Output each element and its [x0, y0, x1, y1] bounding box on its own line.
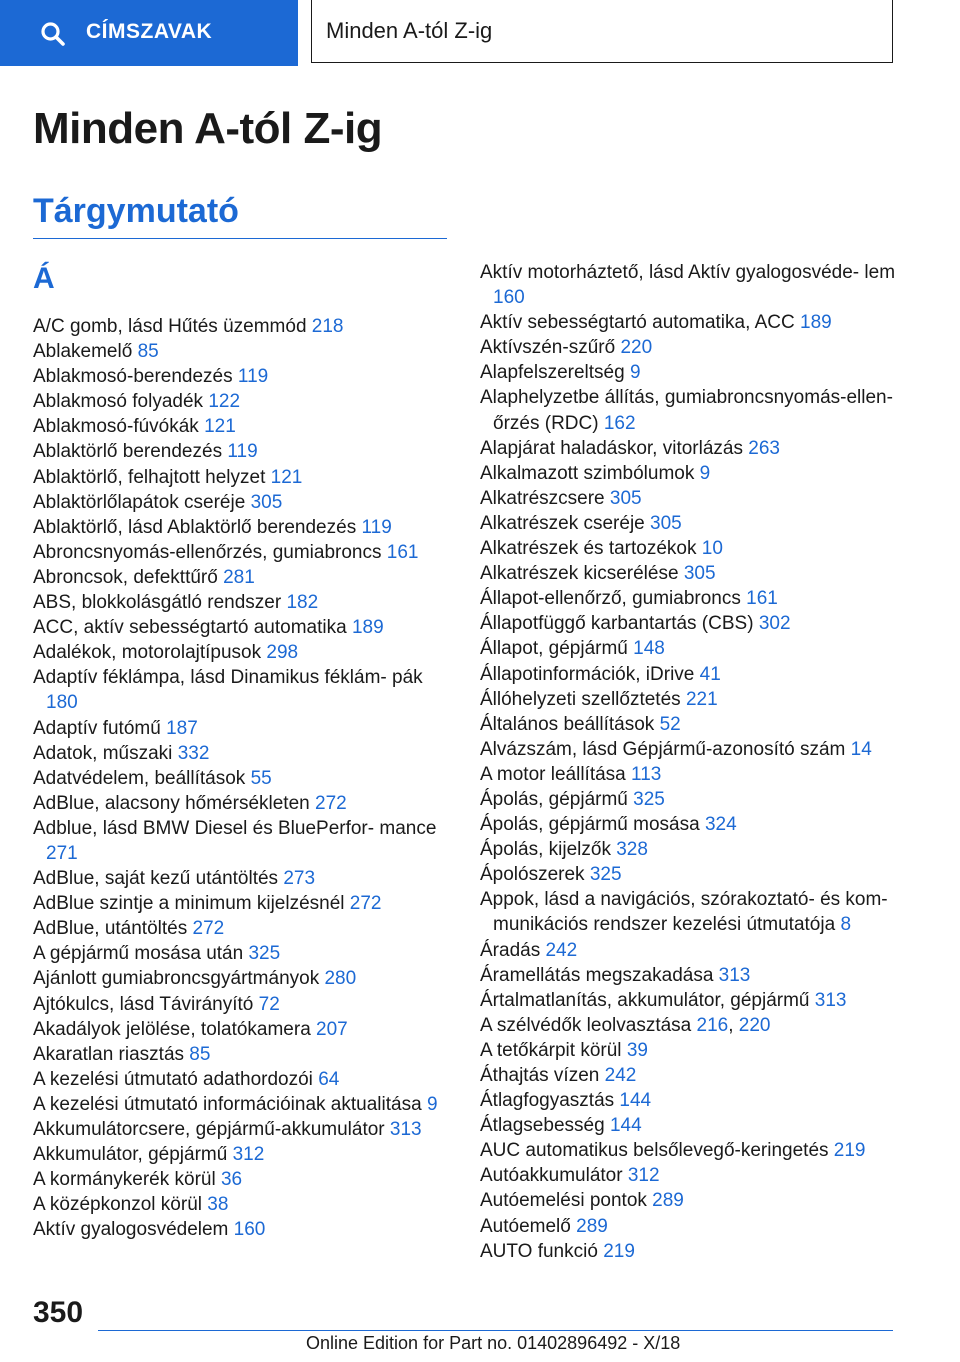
index-entry: [480, 260, 920, 310]
index-entry: [33, 1067, 453, 1092]
page-link[interactable]: 219: [603, 1240, 635, 1262]
index-entry: [480, 1113, 920, 1138]
index-entry-text: AdBlue, saját kezű utántöltés: [33, 868, 279, 890]
index-entry: [33, 1117, 453, 1142]
index-entry: [33, 1192, 453, 1217]
index-entry: [33, 490, 453, 515]
index-entry: [480, 1063, 920, 1088]
page-link[interactable]: 313: [718, 964, 751, 986]
index-entry-text: Adblue, lásd BMW Diesel és BluePerfor‐ mance: [33, 817, 437, 839]
index-entry-text: Adaptív féklámpa, lásd Dinamikus féklám‐ pák: [33, 667, 423, 689]
index-entry-text: Ablakmosó folyadék: [33, 391, 204, 413]
page-link[interactable]: 328: [616, 839, 648, 861]
page-link[interactable]: 38: [207, 1194, 229, 1216]
page-link[interactable]: 313: [814, 989, 847, 1011]
index-entry: [480, 812, 920, 837]
index-entry-text: Ajánlott gumiabroncsgyártmányok: [33, 968, 320, 990]
index-entry: [480, 436, 920, 461]
page-link[interactable]: 220: [620, 337, 653, 359]
index-entry-text: ABS, blokkolásgátló rendszer: [33, 592, 282, 614]
page-link[interactable]: 242: [604, 1065, 637, 1086]
index-entry: [480, 360, 920, 385]
index-entry: [480, 611, 920, 636]
page-link[interactable]: 160: [233, 1219, 266, 1241]
index-entry: [33, 615, 453, 640]
page-link[interactable]: 271: [46, 842, 78, 864]
index-entry: [33, 439, 453, 464]
page-link[interactable]: 85: [137, 341, 159, 363]
index-entry-text: Átlagfogyasztás: [480, 1090, 615, 1112]
page-link[interactable]: 119: [361, 516, 392, 538]
index-entry-text: Ápolás, gépjármű: [480, 788, 628, 810]
index-entry: [480, 988, 920, 1013]
index-entry-text: Aktív motorháztető, lásd Aktív gyalogosvéde‐ lem: [480, 262, 896, 283]
index-entry: [33, 791, 453, 816]
index-entry-text: Akkumulátorcsere, gépjármű-akkumulátor: [33, 1119, 385, 1140]
index-entry: [480, 1138, 920, 1163]
page-link[interactable]: 216: [696, 1014, 729, 1036]
index-entry-text: Alkatrészcsere: [480, 487, 605, 509]
index-entry: [33, 1017, 453, 1042]
index-entry-text: Ablakemelő: [33, 341, 133, 363]
page-link[interactable]: 242: [545, 939, 578, 961]
page-link[interactable]: 182: [286, 592, 319, 614]
index-entry: [480, 586, 920, 611]
page-link[interactable]: 305: [250, 491, 283, 513]
keywords-button-label: CÍMSZAVAK: [86, 20, 213, 43]
footer-edition: Online Edition for Part no. 01402896492 - X/18: [306, 1333, 681, 1353]
index-entry-text: Akkumulátor, gépjármű: [33, 1144, 228, 1166]
index-entry-text: A kezelési útmutató információinak aktualitása: [33, 1093, 422, 1115]
index-entry: [33, 314, 453, 339]
index-entry-text: Adaptív futómű: [33, 717, 161, 739]
page-link[interactable]: 64: [318, 1068, 340, 1090]
index-entry: [480, 963, 920, 988]
index-entry-text: Állapot-ellenőrző, gumiabroncs: [480, 588, 741, 610]
index-entry-text: Állapotfüggő karbantartás (CBS): [480, 613, 754, 635]
index-entry-text: Alkalmazott szimbólumok: [480, 462, 695, 484]
page-link[interactable]: 41: [699, 663, 721, 685]
index-entry: [480, 310, 920, 335]
page-link[interactable]: 280: [324, 968, 357, 990]
index-entry: [33, 465, 453, 490]
index-entry: [480, 837, 920, 862]
page-link[interactable]: 272: [349, 893, 382, 915]
index-entry-text: Alvázszám, lásd Gépjármű-azonosító szám: [480, 738, 846, 760]
page-link[interactable]: 85: [189, 1043, 211, 1065]
index-entry-text: Adatok, műszaki: [33, 742, 173, 764]
index-letter-heading: Á: [33, 262, 55, 295]
page-link[interactable]: 325: [589, 864, 622, 886]
page-link[interactable]: 36: [220, 1169, 243, 1191]
page-link[interactable]: 162: [603, 412, 636, 434]
index-entry-text: Ápolás, gépjármű mosása: [480, 814, 700, 836]
index-entry-text: Appok, lásd a navigációs, szórakoztató- és kom‐ munikációs rendszer kezelési útmutatója: [480, 889, 888, 936]
page-link[interactable]: 221: [685, 688, 718, 710]
index-entry: [33, 716, 453, 741]
index-entry-text: Alapfelszereltség: [480, 362, 625, 384]
index-entry-text: Alapjárat haladáskor, vitorlázás: [480, 437, 743, 459]
index-entry: [33, 389, 453, 414]
index-entry-text: Akadályok jelölése, tolatókamera: [33, 1018, 311, 1040]
index-entry: [480, 486, 920, 511]
page-link[interactable]: 72: [258, 993, 280, 1015]
index-entry: [33, 339, 453, 364]
index-entry: [480, 712, 920, 737]
index-entry-text: AUTO funkció: [480, 1240, 598, 1262]
page-link[interactable]: 219: [833, 1140, 866, 1162]
page-link[interactable]: 312: [232, 1144, 265, 1166]
index-entry: [480, 536, 920, 561]
section-title: Tárgymutató: [33, 192, 239, 230]
index-entry-text: Adalékok, motorolajtípusok: [33, 642, 262, 664]
index-entry-text: Akaratlan riasztás: [33, 1043, 185, 1065]
index-entry-text: A motor leállítása: [480, 763, 626, 785]
index-entry: [480, 862, 920, 887]
index-entry: [480, 887, 920, 937]
page-link[interactable]: 305: [609, 487, 642, 509]
index-entry-text: A középkonzol körül: [33, 1194, 202, 1216]
index-entry-text: Aktív sebességtartó automatika, ACC: [480, 312, 795, 334]
page-link[interactable]: 180: [46, 692, 78, 714]
index-entry-text: Autóemelő: [480, 1215, 571, 1237]
index-entry: [33, 1167, 453, 1192]
index-entry: [480, 1214, 920, 1239]
index-entry: [33, 640, 453, 665]
page-link[interactable]: 10: [701, 538, 723, 560]
index-entry-text: Alkatrészek és tartozékok: [480, 538, 697, 560]
section-divider: [33, 238, 447, 239]
keywords-button[interactable]: [0, 0, 298, 66]
index-entry-text: Áradás: [480, 939, 541, 961]
index-entry-text: Ablaktörlő berendezés: [33, 441, 223, 463]
index-column-right: [480, 260, 920, 1264]
index-entry-text: A gépjármű mosása után: [33, 943, 244, 965]
page-link[interactable]: 144: [619, 1090, 652, 1112]
page-link[interactable]: 9: [699, 462, 711, 484]
page-link[interactable]: 272: [192, 918, 225, 940]
index-entry-text: Ablakmosó-fúvókák: [33, 416, 199, 438]
index-entry-text: Áramellátás megszakadása: [480, 964, 714, 986]
index-entry: [33, 1092, 453, 1117]
page-link[interactable]: 113: [631, 763, 662, 785]
top-navigation-bar: [0, 0, 960, 66]
index-entry: [480, 687, 920, 712]
page-link[interactable]: 272: [315, 792, 347, 814]
page-link[interactable]: 305: [650, 512, 682, 534]
index-entry-text: Alaphelyzetbe állítás, gumiabroncsnyomás-ellen‐ őrzés (RDC): [480, 387, 893, 434]
page-link[interactable]: 119: [227, 441, 258, 463]
page-link[interactable]: 312: [627, 1165, 660, 1187]
index-entry-text: ACC, aktív sebességtartó automatika: [33, 617, 347, 639]
index-entry-text: AUC automatikus belsőlevegő-keringetés: [480, 1140, 829, 1162]
page-link[interactable]: 325: [248, 943, 281, 965]
breadcrumb[interactable]: [311, 0, 893, 63]
page-link[interactable]: 39: [626, 1039, 648, 1061]
index-entry: [33, 540, 453, 565]
page-link[interactable]: 52: [659, 713, 681, 735]
page-link[interactable]: 8: [840, 914, 852, 936]
page-link[interactable]: 121: [270, 466, 303, 488]
index-entry-text: Állapotinformációk, iDrive: [480, 663, 695, 685]
index-entry: [480, 1088, 920, 1113]
page-link[interactable]: 289: [652, 1190, 684, 1212]
index-entry: [480, 1188, 920, 1213]
index-entry: [33, 966, 453, 991]
index-entry-text: Adatvédelem, beállítások: [33, 767, 246, 789]
page-link[interactable]: 144: [609, 1115, 642, 1137]
page-link[interactable]: 148: [633, 638, 665, 660]
index-entry: [33, 1217, 453, 1242]
index-entry: [480, 511, 920, 536]
index-entry-text: A/C gomb, lásd Hűtés üzemmód: [33, 316, 307, 337]
index-entry-text: A kormánykerék körül: [33, 1169, 216, 1191]
page-link[interactable]: 119: [237, 366, 269, 388]
index-entry-text: Autóemelési pontok: [480, 1190, 647, 1212]
index-entry-text: Állóhelyzeti szellőztetés: [480, 688, 681, 710]
index-entry: [480, 787, 920, 812]
footer-divider: [98, 1330, 893, 1331]
index-entry: [33, 891, 453, 916]
index-entry: [480, 662, 920, 687]
page-link[interactable]: 298: [266, 642, 299, 664]
index-entry-text: Ártalmatlanítás, akkumulátor, gépjármű: [480, 989, 810, 1011]
index-entry-text: Abroncsnyomás-ellenőrzés, gumiabroncs: [33, 541, 382, 563]
index-entry: [480, 335, 920, 360]
index-entry-text: Ápolás, kijelzők: [480, 839, 611, 861]
index-entry-text: Alkatrészek kicserélése: [480, 563, 679, 585]
index-entry-text: Ablaktörlőlapátok cseréje: [33, 491, 246, 513]
breadcrumb-label: Minden A-tól Z-ig: [326, 18, 493, 43]
page-link[interactable]: 324: [704, 814, 737, 836]
index-entry: [480, 561, 920, 586]
index-entry: [480, 762, 920, 787]
page-link[interactable]: 273: [283, 868, 316, 890]
index-entry-text: AdBlue, alacsony hőmérsékleten: [33, 792, 310, 814]
index-entry: [33, 364, 453, 389]
page-link[interactable]: 9: [629, 362, 641, 384]
index-entry: [33, 766, 453, 791]
index-entry: [480, 1239, 920, 1264]
index-entry: [480, 385, 920, 435]
index-entry-text: A szélvédők leolvasztása: [480, 1014, 692, 1036]
index-entry-text: Ablakmosó-berendezés: [33, 366, 233, 388]
page-link[interactable]: 121: [204, 416, 236, 438]
index-entry-text: Általános beállítások: [480, 713, 655, 735]
index-entry: [33, 941, 453, 966]
index-entry: [33, 565, 453, 590]
index-entry: [33, 816, 453, 866]
index-entry: [33, 992, 453, 1017]
index-entry-text: Aktívszén-szűrő: [480, 337, 616, 359]
index-column-left: [33, 314, 453, 1242]
index-entry-text: Ablaktörlő, felhajtott helyzet: [33, 466, 266, 488]
index-entry: [33, 1042, 453, 1067]
index-entry: [480, 1163, 920, 1188]
page-title: Minden A-tól Z-ig: [33, 104, 383, 153]
page-link[interactable]: 313: [389, 1119, 422, 1140]
index-entry: [480, 636, 920, 661]
index-entry: A szélvédők leolvasztása 216, 220: [480, 1014, 771, 1036]
page-link[interactable]: 281: [223, 566, 255, 588]
index-entry-text: Átlagsebesség: [480, 1115, 605, 1137]
page-link[interactable]: 122: [208, 391, 241, 413]
page-link[interactable]: 55: [250, 767, 272, 789]
index-entry: [33, 665, 453, 715]
page-link[interactable]: 189: [351, 617, 384, 639]
index-entry-text: Áthajtás vízen: [480, 1065, 600, 1086]
index-entry: [33, 590, 453, 615]
page-link[interactable]: 14: [850, 738, 872, 760]
page-link[interactable]: 332: [177, 742, 210, 764]
page-link[interactable]: 218: [311, 316, 344, 337]
page-link[interactable]: 160: [493, 287, 525, 309]
index-entry: [33, 515, 453, 540]
page-link[interactable]: 9: [426, 1093, 438, 1115]
index-entry-text: Ablaktörlő, lásd Ablaktörlő berendezés: [33, 516, 357, 538]
page-link[interactable]: 305: [683, 563, 716, 585]
index-entry: [33, 1142, 453, 1167]
page-link[interactable]: 189: [800, 312, 832, 334]
search-icon: [40, 21, 66, 47]
page-link[interactable]: 161: [386, 541, 419, 563]
index-entry-text: Abroncsok, defekttűrő: [33, 566, 218, 588]
index-entry-text: AdBlue, utántöltés: [33, 918, 188, 940]
index-entry-text: Állapot, gépjármű: [480, 638, 628, 660]
index-entry: [33, 414, 453, 439]
index-entry: [480, 737, 920, 762]
index-entry-text: Aktív gyalogosvédelem: [33, 1219, 229, 1241]
page-link[interactable]: 302: [758, 613, 791, 635]
index-entry: [480, 461, 920, 486]
index-entry-text: A tetőkárpit körül: [480, 1039, 622, 1061]
page-link[interactable]: 207: [316, 1018, 348, 1040]
page-link[interactable]: 161: [746, 588, 778, 610]
index-entry-text: AdBlue szintje a minimum kijelzésnél: [33, 893, 345, 915]
index-entry: [480, 1038, 920, 1063]
index-entry-text: Alkatrészek cseréje: [480, 512, 645, 534]
index-entry: [480, 938, 920, 963]
index-entry-text: Ápolószerek: [480, 864, 585, 886]
index-entry-text: Ajtókulcs, lásd Távirányító: [33, 993, 254, 1015]
page-link[interactable]: 187: [166, 717, 198, 739]
index-entry-text: A kezelési útmutató adathordozói: [33, 1068, 313, 1090]
index-entry: [33, 916, 453, 941]
page-link[interactable]: 325: [633, 788, 665, 810]
page-link[interactable]: 220: [738, 1014, 771, 1036]
index-entry: [33, 866, 453, 891]
page-link[interactable]: 289: [576, 1215, 608, 1237]
index-entry: [33, 741, 453, 766]
page-link[interactable]: 263: [748, 437, 780, 459]
index-entry-text: Autóakkumulátor: [480, 1165, 623, 1187]
page-number: 350: [33, 1296, 84, 1329]
